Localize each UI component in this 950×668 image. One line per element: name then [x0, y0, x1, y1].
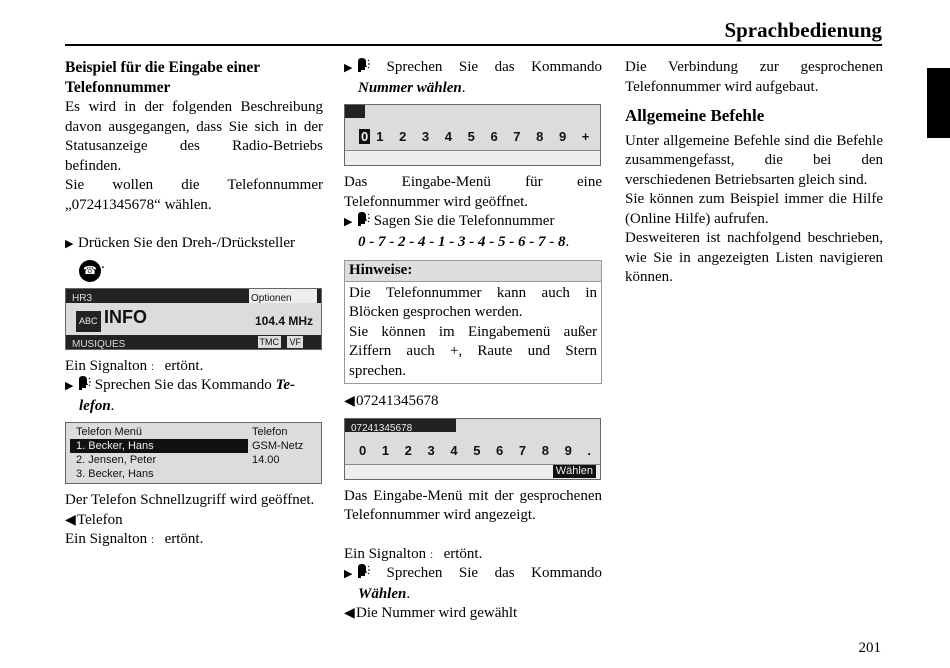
- reply-telefon: ◀Telefon: [65, 511, 323, 531]
- station-name: HR3: [72, 292, 93, 304]
- signal-tone-icon: ː: [150, 358, 155, 373]
- input-menu-number-text: Das Eingabe-Menü mit der gesprochenen Telefonnummer wird angezeigt.: [344, 487, 602, 523]
- speaking-head-icon: [78, 376, 91, 391]
- radio-status-display: [65, 288, 322, 350]
- dial-softkey: Wählen: [553, 465, 596, 478]
- rotary-knob-icon: ☎: [79, 260, 101, 282]
- signal-tone-icon: ː: [429, 546, 434, 561]
- clock-readout: 14.00: [252, 454, 280, 466]
- station-info-text: INFO: [104, 306, 147, 327]
- column-2: ▶ Sprechen Sie das Kommando Nummer wählen. 0 1 2 3 4 5 6 7 8 9 + Das Eingabe-Menü für eine Telefonnummer wird geöffnet. ▶ Sagen Sie die Telefonnummer 0 - 7 - 2 - 4 - 1 - 3 - 4 - 5 - 6 - 7 - 8. Hinweise: Die Telefonnummer kann auch in Blöcken gesprochen werden. Sie können im Eingabemenü außer Ziffern auch +, Raute und Stern sprechen. ◀07241345678 07241345678 0 1 2 3 4 5 6 7 8 9 . Wählen Das Eingabe-Menü mit der gesprochenen Telefonnummer wird angezeigt. Ein Signalton ː ertönt. ▶ Sprechen Sie das Kommando Wählen. ◀Die Nummer wird gewählt: [344, 58, 602, 624]
- navigation-text: Desweiteren ist nachfolgend beschrieben, wie Sie in angezeigten Listen navigieren können.: [625, 230, 883, 285]
- intro-paragraph: Es wird in der folgenden Beschreibung davon ausgegangen, dass Sie sich in der Statusanzeige des Radio-Betriebs befinden.: [65, 99, 323, 174]
- bullet-triangle-icon: ▶: [344, 216, 353, 228]
- digit-row: 1 2 3 4 5 6 7 8 9 +: [376, 129, 596, 144]
- help-text: Sie können zum Beispiel immer die Hilfe (Online Hilfe) aufrufen.: [625, 191, 883, 227]
- input-menu-opened-text: Das Eingabe-Menü für eine Telefonnummer wird geöffnet.: [344, 174, 602, 210]
- section-heading: Allgemeine Befehle: [625, 106, 765, 125]
- music-label: MUSIQUES: [72, 338, 126, 350]
- list-item: 2. Jensen, Peter: [76, 454, 157, 466]
- bullet-triangle-icon: ▶: [344, 568, 353, 580]
- phone-quick-access-display: [65, 422, 322, 484]
- menu-icon: [345, 105, 365, 118]
- hint-box: [344, 260, 602, 384]
- reply-dialing: ◀Die Nummer wird gewählt: [344, 604, 602, 624]
- options-softkey: Optionen: [249, 289, 317, 303]
- digit-row: 0 1 2 3 4 5 6 7 8 9 .: [359, 442, 598, 458]
- command-waehlen: ▶ Sprechen Sie das Kommando: [344, 564, 602, 585]
- speaking-head-icon: [357, 212, 370, 227]
- speaking-head-icon: [357, 58, 370, 73]
- entered-number: 07241345678: [345, 419, 456, 432]
- signal-tone-line: Ein Signalton ː ertönt.: [344, 545, 602, 565]
- speaking-head-icon: [357, 564, 370, 579]
- hint-title: Hinweise:: [345, 261, 601, 282]
- signal-tone-line: Ein Signalton ː ertönt.: [65, 530, 323, 550]
- speaker-icon: ◀: [344, 394, 355, 409]
- phone-wish-line: Sie wollen die Telefonnummer: [65, 177, 323, 193]
- quick-access-opened-text: Der Telefon Schnellzugriff wird geöffnet.: [65, 492, 315, 508]
- phone-wish-number: „07241345678“ wählen.: [65, 196, 212, 213]
- column-1: Beispiel für die Eingabe einer Telefonnummer Es wird in der folgenden Beschreibung davon ausgegangen, dass Sie sich in der Statusanzeige des Radio-Betriebs befinden. Sie wollen die Telefonnummer „07241345678“ wählen. ▶ Drücken Sie den Dreh-/Drücksteller ☎ . HR3 Optionen ABC INFO 104.4 MHz MUSIQUES TMC VF Ein Signalton ː ertönt. ▶ Sprechen Sie das Kommando Te- lefon. Telefon Menü 1. Becker, Hans 2. Jensen, Peter 3. Becker, Hans Telefon GSM-Netz 14.00 Der Telefon Schnellzugriff wird geöffnet. ◀Telefon Ein Signalton ː ertönt.: [65, 58, 323, 550]
- list-item: Telefon Menü: [76, 426, 143, 438]
- section-heading: Beispiel für die Eingabe einer Telefonnummer: [65, 59, 261, 96]
- connection-text: Die Verbindung zur gesprochenen Telefonnummer wird aufgebaut.: [625, 59, 883, 95]
- page-number: 201: [858, 640, 881, 656]
- spoken-number: 0 - 7 - 2 - 4 - 1 - 3 - 4 - 5 - 6 - 7 - 8: [358, 233, 566, 250]
- column-3: [625, 58, 883, 288]
- command-nummer-waehlen: ▶ Sprechen Sie das Kommando: [344, 58, 602, 79]
- vf-badge: VF: [289, 336, 301, 347]
- step-press-knob: ▶ Drücken Sie den Dreh-/Drücksteller: [65, 234, 323, 255]
- hint-text: Die Telefonnummer kann auch in Blöcken gesprochen werden.: [349, 284, 597, 320]
- signal-tone-icon: ː: [150, 532, 155, 546]
- header-rule: [65, 44, 882, 46]
- speaker-icon: ◀: [344, 606, 355, 621]
- hint-text: Sie können im Eingabemenü außer Ziffern auch +, Raute und Stern sprechen.: [349, 323, 597, 379]
- bullet-triangle-icon: ▶: [65, 238, 74, 250]
- chapter-tab-marker: [927, 68, 950, 138]
- number-entered-display: [344, 418, 601, 480]
- bullet-triangle-icon: ▶: [344, 62, 353, 74]
- phone-label: Telefon: [252, 426, 288, 438]
- general-commands-text: Unter allgemeine Befehle sind die Befehle zusammengefasst, die bei den verschiedenen Betriebsarten gleich sind.: [625, 132, 883, 188]
- input-cursor: 0: [361, 129, 369, 144]
- frequency-readout: 104.4 MHz: [254, 313, 313, 328]
- tmc-badge: TMC: [259, 336, 279, 347]
- reply-number: ◀07241345678: [344, 392, 602, 412]
- bullet-triangle-icon: ▶: [65, 380, 74, 392]
- list-item-selected: 1. Becker, Hans: [70, 439, 248, 453]
- list-item: 3. Becker, Hans: [76, 468, 154, 480]
- page-header-title: Sprachbedienung: [724, 18, 882, 42]
- number-input-display: [344, 104, 601, 166]
- speaker-icon: ◀: [65, 512, 76, 528]
- signal-tone-line: Ein Signalton ː ertönt.: [65, 357, 323, 377]
- network-label: GSM-Netz: [252, 440, 304, 452]
- abc-badge: ABC: [76, 311, 101, 333]
- command-say-number: ▶ Sagen Sie die Telefonnummer: [344, 212, 602, 233]
- command-telefon: ▶ Sprechen Sie das Kommando Te-: [65, 376, 323, 397]
